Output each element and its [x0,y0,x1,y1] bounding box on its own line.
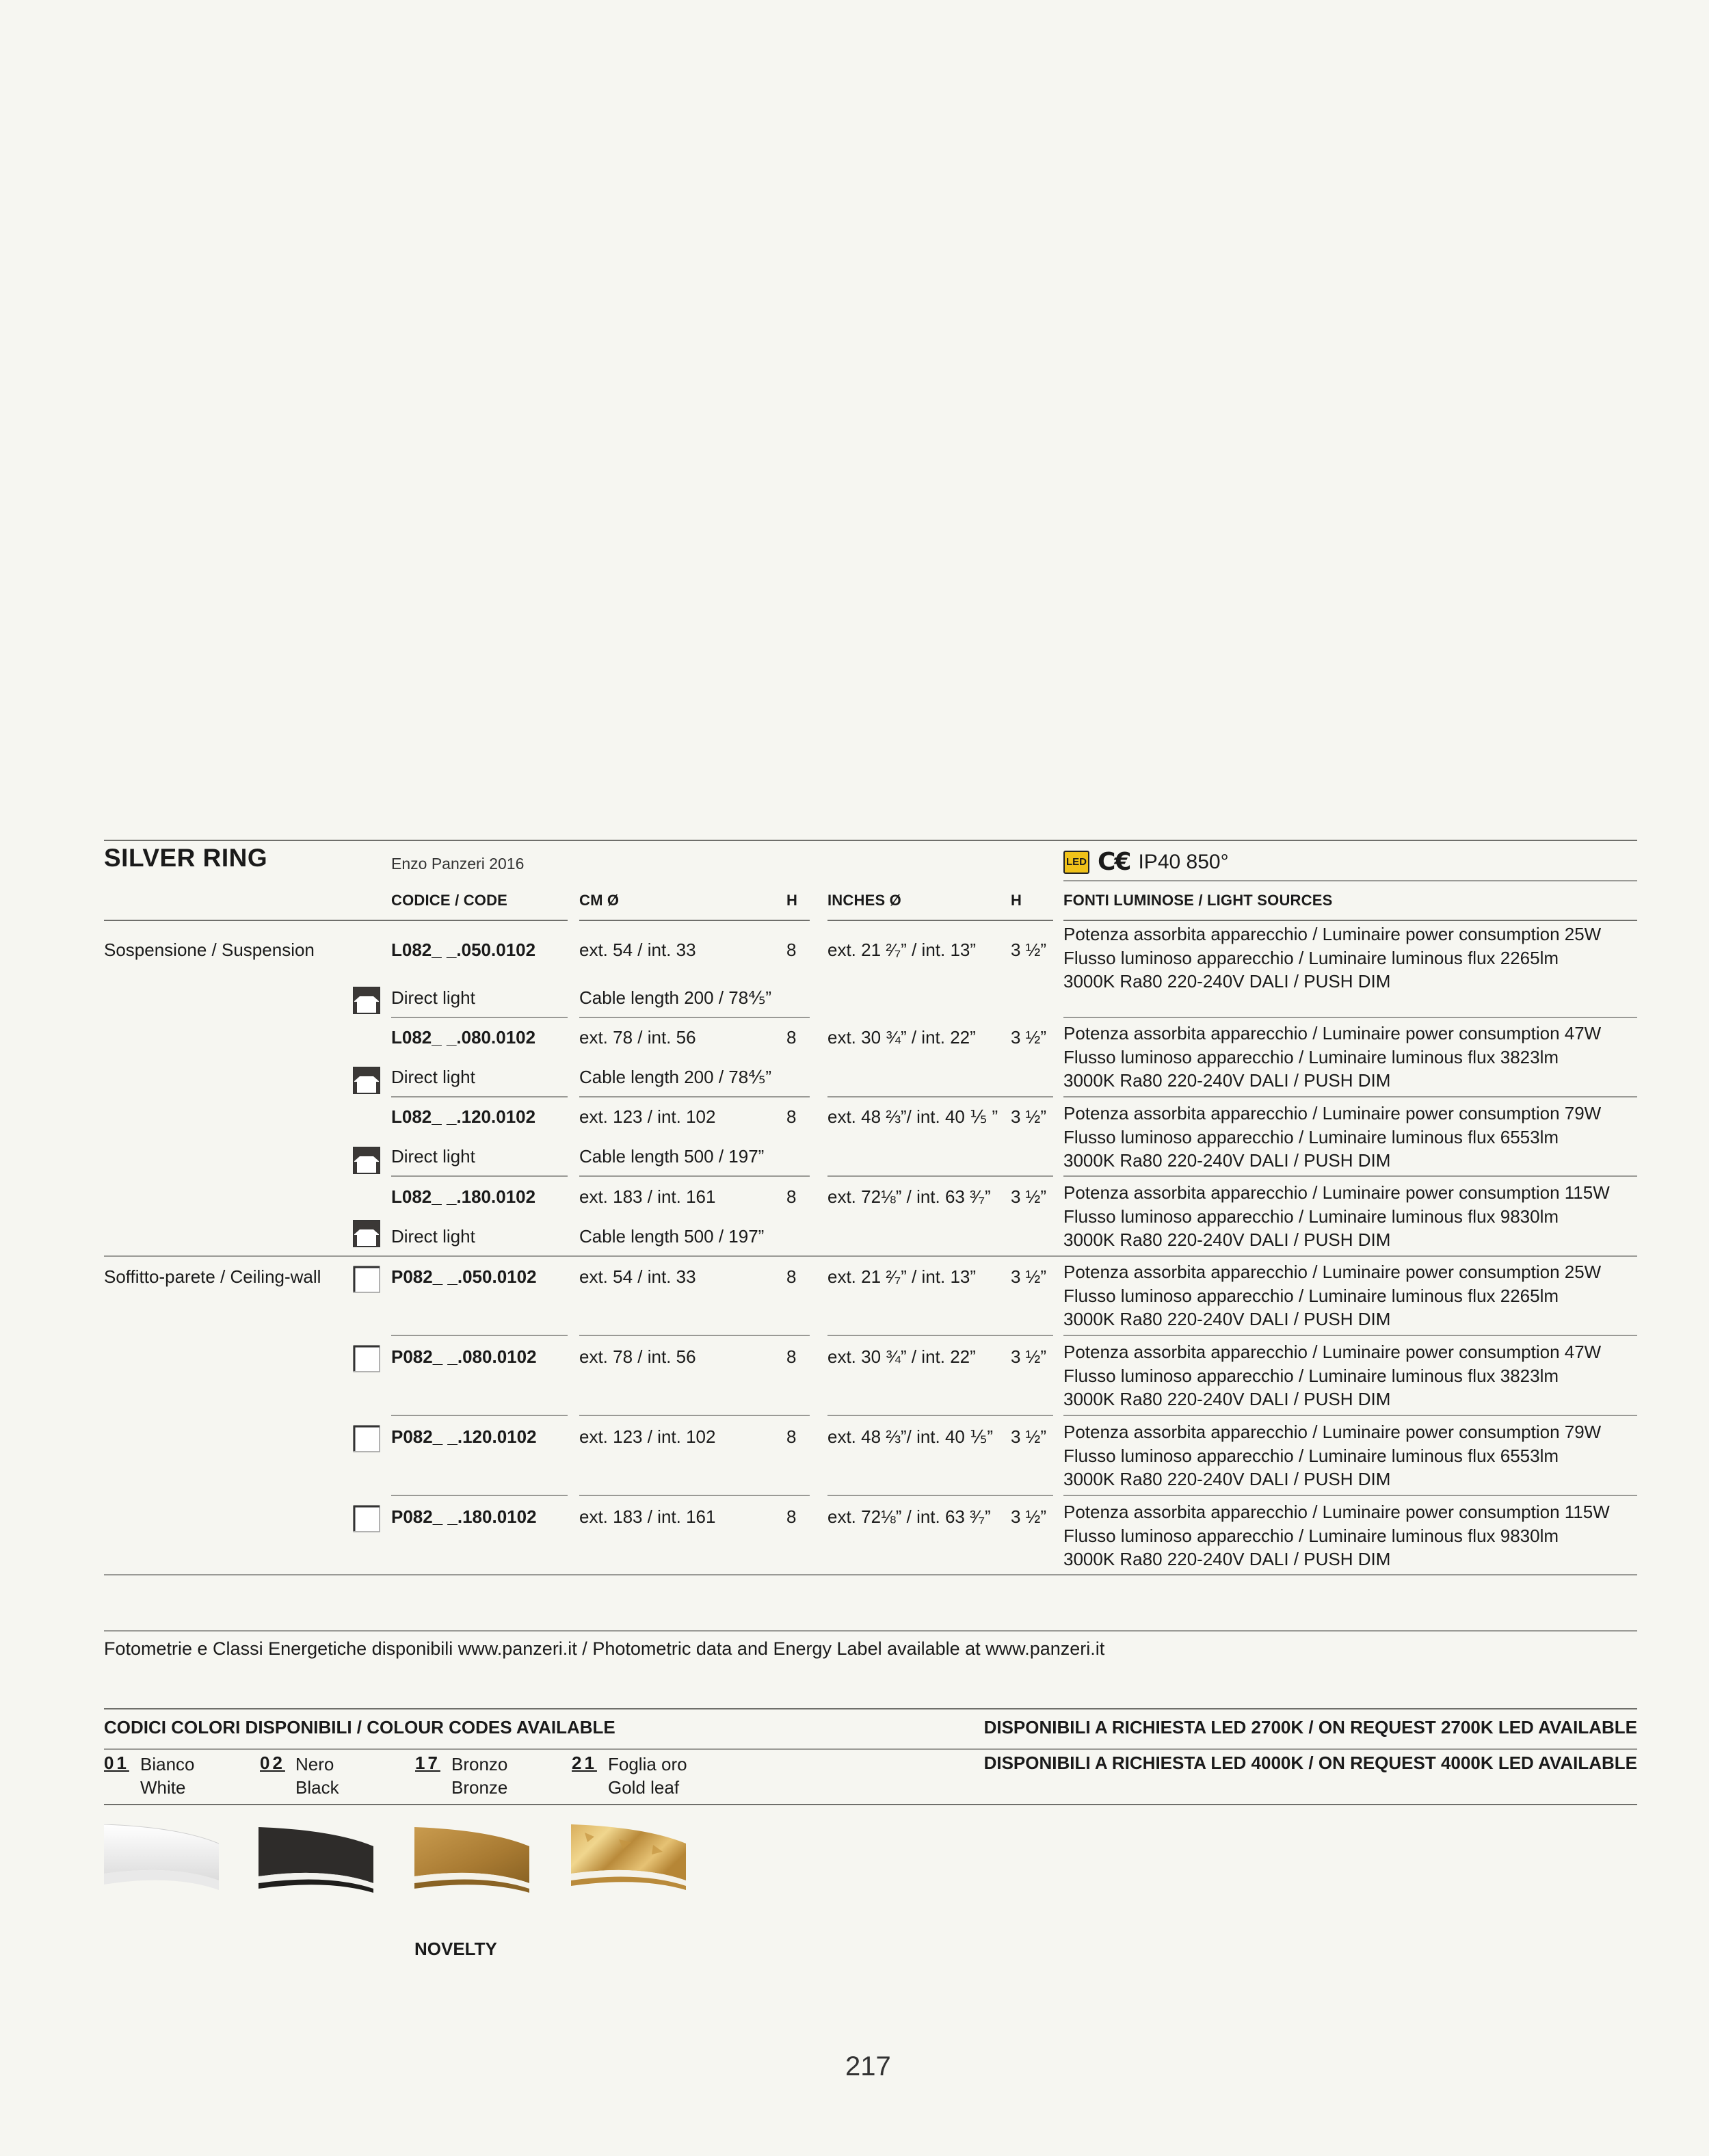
row-rule [579,1415,810,1416]
row-h: 8 [786,1426,797,1447]
ceiling-wall-icon [353,1505,380,1532]
header-rule-cm [579,920,810,921]
header-code: CODICE / CODE [391,892,508,909]
top-rule [104,840,1637,841]
direct-light-icon [353,1067,380,1094]
row-rule [579,1335,810,1336]
row-cm: ext. 54 / int. 33 [579,940,696,960]
novelty-label: NOVELTY [414,1939,497,1959]
row-code: L082_ _.180.0102 [391,1186,536,1207]
footnote: Fotometrie e Classi Energetiche disponibili www.panzeri.it / Photometric data and Energy Label available at www.panzeri.it [104,1638,1105,1659]
row-sources: Potenza assorbita apparecchio / Luminaire power consumption 25W Flusso luminoso apparecchio / Luminaire luminous flux 2265lm 3000K Ra80 220-240V DALI / PUSH DIM [1063,924,1602,992]
row-h-inches: 3 ½” [1011,1027,1047,1048]
colour-codes-title: CODICI COLORI DISPONIBILI / COLOUR CODES AVAILABLE [104,1717,615,1738]
row-h: 8 [786,1027,797,1048]
row-code: P082_ _.180.0102 [391,1506,537,1527]
footnote-rule [104,1630,1637,1632]
row-code: P082_ _.050.0102 [391,1266,537,1287]
row-cm: ext. 54 / int. 33 [579,1266,696,1287]
ip-rating: IP40 850° [1138,850,1229,873]
cert-rule [1063,880,1637,881]
row-h-inches: 3 ½” [1011,1106,1047,1127]
row-rule [1063,1335,1637,1336]
row-inches: ext. 48 ⅔”/ int. 40 ⅕ ” [827,1106,998,1127]
row-code: L082_ _.050.0102 [391,940,536,960]
swatch-gold-leaf-ring [571,1824,686,1895]
row-rule [827,1175,1053,1177]
row-cm: ext. 183 / int. 161 [579,1506,716,1527]
row-h: 8 [786,1266,797,1287]
ceiling-wall-icon [353,1345,380,1372]
row-cable: Cable length 200 / 78⅘” [579,1067,772,1087]
row-rule [579,1096,810,1097]
row-inches: ext. 48 ⅔”/ int. 40 ⅕” [827,1426,993,1447]
request-2700k: DISPONIBILI A RICHIESTA LED 2700K / ON REQUEST 2700K LED AVAILABLE [983,1717,1637,1738]
row-light: Direct light [391,1067,475,1087]
row-rule [391,1175,568,1177]
row-rule [391,1096,568,1097]
row-rule [579,1175,810,1177]
row-sources: Potenza assorbita apparecchio / Luminaire power consumption 79W Flusso luminoso apparecchio / Luminaire luminous flux 6553lm 3000K Ra80 220-240V DALI / PUSH DIM [1063,1103,1602,1171]
row-rule [391,1017,568,1018]
row-inches: ext. 30 ¾” / int. 22” [827,1346,976,1367]
row-rule [579,1495,810,1496]
row-h: 8 [786,1506,797,1527]
row-rule [1063,1096,1637,1097]
header-rule-sources [1063,920,1637,921]
header-rule-inches [827,920,1053,921]
ceiling-wall-icon [353,1425,380,1452]
designer: Enzo Panzeri 2016 [391,855,525,873]
group-ceiling: Soffitto-parete / Ceiling-wall [104,1266,321,1287]
colour-name-bronze: Bronzo Bronze [451,1754,508,1798]
row-light: Direct light [391,1146,475,1167]
header-inches: INCHES Ø [827,892,901,909]
colour-code-black: 02 [260,1753,285,1773]
row-h: 8 [786,940,797,960]
row-h-inches: 3 ½” [1011,940,1047,960]
row-inches: ext. 21 ²⁄₇” / int. 13” [827,940,977,960]
row-cm: ext. 123 / int. 102 [579,1106,716,1127]
row-rule [1063,1017,1637,1018]
row-h-inches: 3 ½” [1011,1266,1047,1287]
led-icon: LED [1063,851,1089,874]
group-suspension: Sospensione / Suspension [104,940,315,960]
row-h-inches: 3 ½” [1011,1426,1047,1447]
row-inches: ext. 21 ²⁄₇” / int. 13” [827,1266,977,1287]
swatch-bronze-ring [414,1827,529,1898]
group-rule [104,1255,1637,1257]
row-rule [391,1495,568,1496]
row-cm: ext. 123 / int. 102 [579,1426,716,1447]
header-rule-left [104,920,568,921]
colour-name-white: Bianco White [140,1754,195,1798]
row-light: Direct light [391,987,475,1008]
header-sources: FONTI LUMINOSE / LIGHT SOURCES [1063,892,1333,909]
row-rule [827,1495,1053,1496]
row-rule [1063,1495,1637,1496]
row-h: 8 [786,1186,797,1207]
row-code: L082_ _.080.0102 [391,1027,536,1048]
ceiling-wall-icon [353,1266,380,1293]
row-sources: Potenza assorbita apparecchio / Luminaire power consumption 47W Flusso luminoso apparecchio / Luminaire luminous flux 3823lm 3000K Ra80 220-240V DALI / PUSH DIM [1063,1023,1602,1091]
row-h-inches: 3 ½” [1011,1346,1047,1367]
direct-light-icon [353,1220,380,1247]
table-bottom-rule [104,1574,1637,1575]
row-rule [827,1096,1053,1097]
direct-light-icon [353,1147,380,1174]
request-4000k: DISPONIBILI A RICHIESTA LED 4000K / ON REQUEST 4000K LED AVAILABLE [983,1753,1637,1773]
colours-mid-rule [104,1748,1637,1750]
colour-code-gold-leaf: 21 [572,1753,597,1773]
row-rule [1063,1415,1637,1416]
colours-bottom-rule [104,1804,1637,1805]
product-title: SILVER RING [104,844,268,872]
certifications [1063,848,1229,876]
row-cm: ext. 78 / int. 56 [579,1027,696,1048]
row-h: 8 [786,1106,797,1127]
row-sources: Potenza assorbita apparecchio / Luminaire power consumption 115W Flusso luminoso apparecchio / Luminaire luminous flux 9830lm 3000K Ra80 220-240V DALI / PUSH DIM [1063,1182,1610,1250]
row-sources: Potenza assorbita apparecchio / Luminaire power consumption 47W Flusso luminoso apparecchio / Luminaire luminous flux 3823lm 3000K Ra80 220-240V DALI / PUSH DIM [1063,1342,1602,1409]
row-rule [579,1017,810,1018]
row-sources: Potenza assorbita apparecchio / Luminaire power consumption 79W Flusso luminoso apparecchio / Luminaire luminous flux 6553lm 3000K Ra80 220-240V DALI / PUSH DIM [1063,1422,1602,1489]
colour-name-black: Nero Black [295,1754,339,1798]
page-number: 217 [845,2051,891,2081]
row-code: P082_ _.120.0102 [391,1426,537,1447]
colour-code-bronze: 17 [415,1753,440,1773]
header-h-inches: H [1011,892,1022,909]
row-rule [391,1415,568,1416]
ce-mark-icon: C€ [1098,848,1130,876]
row-inches: ext. 72⅛” / int. 63 ³⁄₇” [827,1506,991,1527]
row-cable: Cable length 500 / 197” [579,1146,765,1167]
row-light: Direct light [391,1226,475,1247]
colour-name-gold-leaf: Foglia oro Gold leaf [608,1754,687,1798]
row-h-inches: 3 ½” [1011,1506,1047,1527]
row-rule [1063,1175,1637,1177]
colours-top-rule [104,1708,1637,1709]
row-h: 8 [786,1346,797,1367]
row-cm: ext. 183 / int. 161 [579,1186,716,1207]
direct-light-icon [353,987,380,1014]
row-rule [827,1415,1053,1416]
header-h: H [786,892,798,909]
header-cm: CM Ø [579,892,620,909]
row-rule [827,1335,1053,1336]
row-cable: Cable length 200 / 78⅘” [579,987,772,1008]
row-sources: Potenza assorbita apparecchio / Luminaire power consumption 115W Flusso luminoso apparecchio / Luminaire luminous flux 9830lm 3000K Ra80 220-240V DALI / PUSH DIM [1063,1502,1610,1569]
row-h-inches: 3 ½” [1011,1186,1047,1207]
row-code: L082_ _.120.0102 [391,1106,536,1127]
row-code: P082_ _.080.0102 [391,1346,537,1367]
row-inches: ext. 30 ¾” / int. 22” [827,1027,976,1048]
colour-code-white: 01 [104,1753,129,1773]
row-sources: Potenza assorbita apparecchio / Luminaire power consumption 25W Flusso luminoso apparecchio / Luminaire luminous flux 2265lm 3000K Ra80 220-240V DALI / PUSH DIM [1063,1262,1602,1329]
swatch-black-ring [259,1827,373,1898]
row-rule [391,1335,568,1336]
row-cable: Cable length 500 / 197” [579,1226,765,1247]
row-cm: ext. 78 / int. 56 [579,1346,696,1367]
swatch-white-ring [104,1824,219,1895]
row-inches: ext. 72⅛” / int. 63 ³⁄₇” [827,1186,991,1207]
